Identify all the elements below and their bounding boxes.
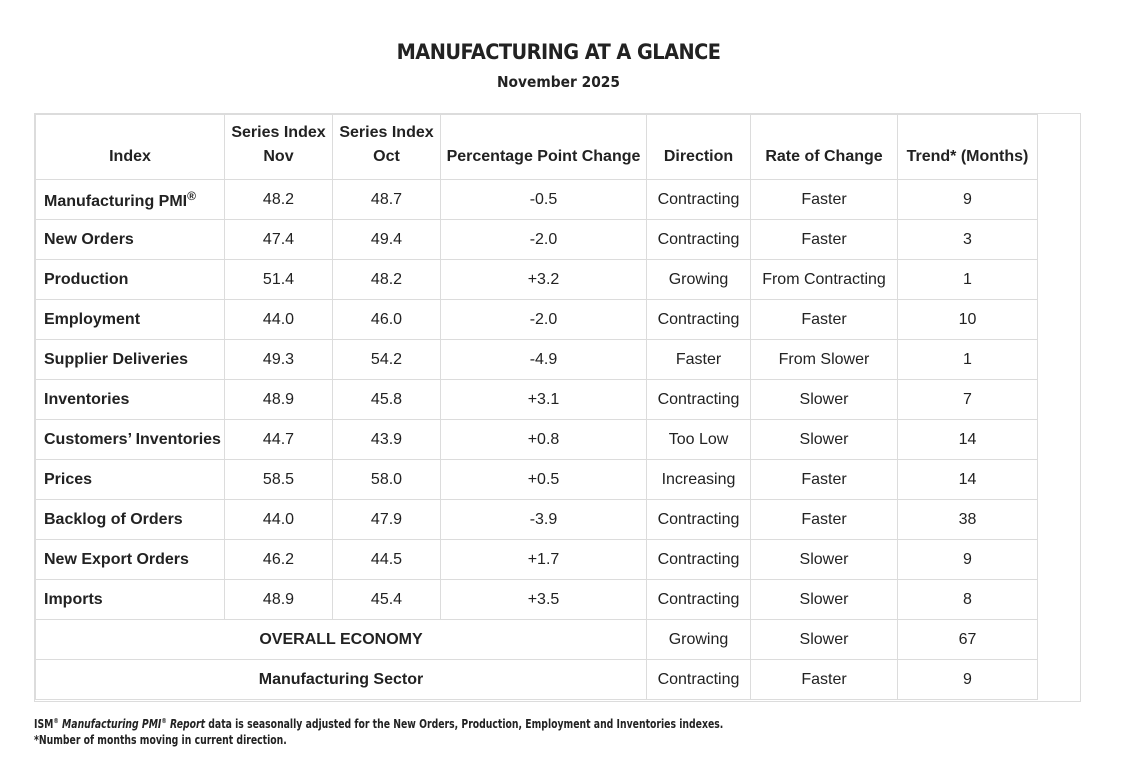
row-index-cell: Production [36, 260, 225, 300]
summary-rate: Faster [751, 660, 898, 700]
summary-label: OVERALL ECONOMY [36, 620, 647, 660]
row-direction-cell: Contracting [647, 300, 751, 340]
row-nov-cell: 44.7 [225, 420, 333, 460]
page-title: MANUFACTURING AT A GLANCE [396, 40, 721, 64]
row-index-cell: Imports [36, 580, 225, 620]
row-index-cell: Backlog of Orders [36, 500, 225, 540]
row-rate-cell: Faster [751, 460, 898, 500]
row-direction-cell: Faster [647, 340, 751, 380]
row-direction-cell: Contracting [647, 500, 751, 540]
row-nov-cell: 48.9 [225, 380, 333, 420]
table-row [36, 540, 1038, 580]
summary-trend: 67 [898, 620, 1038, 660]
row-index-cell: Supplier Deliveries [36, 340, 225, 380]
row-oct-cell: 45.8 [333, 380, 441, 420]
summary-label: Manufacturing Sector [36, 660, 647, 700]
table-row [36, 380, 1038, 420]
row-change-cell: -0.5 [441, 180, 647, 220]
row-change-cell: -2.0 [441, 300, 647, 340]
footnote-trend: *Number of months moving in current direction. [34, 733, 287, 747]
registered-mark: ® [187, 188, 196, 203]
row-nov-cell: 46.2 [225, 540, 333, 580]
row-index-cell: Customers’ Inventories [36, 420, 225, 460]
row-index-cell: Employment [36, 300, 225, 340]
row-direction-cell: Contracting [647, 380, 751, 420]
row-change-cell: -2.0 [441, 220, 647, 260]
table-header-row [36, 115, 1038, 180]
row-change-cell: +3.2 [441, 260, 647, 300]
summary-direction: Contracting [647, 660, 751, 700]
header-series-oct [333, 115, 441, 180]
row-rate-cell: Slower [751, 580, 898, 620]
row-oct-cell: 44.5 [333, 540, 441, 580]
row-rate-cell: Faster [751, 180, 898, 220]
row-oct-cell: 43.9 [333, 420, 441, 460]
row-oct-cell: 46.0 [333, 300, 441, 340]
row-direction-cell: Too Low [647, 420, 751, 460]
row-index-cell: Inventories [36, 380, 225, 420]
header-series-nov [225, 115, 333, 180]
header-rate: Rate of Change [751, 115, 898, 180]
row-direction-cell: Contracting [647, 580, 751, 620]
row-nov-cell: 44.0 [225, 300, 333, 340]
row-change-cell: -3.9 [441, 500, 647, 540]
header-index: Index [36, 115, 225, 180]
header-series-nov-line1: Series Index [231, 124, 326, 141]
row-index-cell: Prices [36, 460, 225, 500]
row-change-cell: +1.7 [441, 540, 647, 580]
summary-trend: 9 [898, 660, 1038, 700]
row-direction-cell: Increasing [647, 460, 751, 500]
summary-row-manufacturing-sector [36, 660, 1038, 700]
row-oct-cell: 58.0 [333, 460, 441, 500]
row-trend-cell: 14 [898, 420, 1038, 460]
footnote-report-name: Manufacturing PMI [62, 717, 162, 731]
header-series-nov-line2: Nov [263, 148, 294, 165]
row-nov-cell: 58.5 [225, 460, 333, 500]
table-row [36, 340, 1038, 380]
table-row [36, 260, 1038, 300]
row-direction-cell: Contracting [647, 180, 751, 220]
row-oct-cell: 45.4 [333, 580, 441, 620]
row-rate-cell: Faster [751, 300, 898, 340]
row-trend-cell: 38 [898, 500, 1038, 540]
summary-direction: Growing [647, 620, 751, 660]
row-index-cell: New Orders [36, 220, 225, 260]
row-direction-cell: Growing [647, 260, 751, 300]
table-row [36, 580, 1038, 620]
header-series-oct-line1: Series Index [339, 124, 434, 141]
row-trend-cell: 9 [898, 180, 1038, 220]
row-nov-cell: 51.4 [225, 260, 333, 300]
row-rate-cell: From Slower [751, 340, 898, 380]
row-nov-cell: 49.3 [225, 340, 333, 380]
row-oct-cell: 49.4 [333, 220, 441, 260]
row-nov-cell: 44.0 [225, 500, 333, 540]
row-trend-cell: 9 [898, 540, 1038, 580]
footnote-reg-mark: ® [53, 717, 59, 725]
footnote-reg-mark: ® [161, 717, 167, 725]
row-nov-cell: 47.4 [225, 220, 333, 260]
header-change: Percentage Point Change [441, 115, 647, 180]
glance-table [35, 114, 1038, 700]
table-row [36, 500, 1038, 540]
footnote-report-word: Report [170, 717, 206, 731]
header-direction: Direction [647, 115, 751, 180]
row-direction-cell: Contracting [647, 540, 751, 580]
header-trend: Trend* (Months) [898, 115, 1038, 180]
row-index-cell [36, 180, 225, 220]
row-nov-cell: 48.2 [225, 180, 333, 220]
table-row [36, 420, 1038, 460]
row-nov-cell: 48.9 [225, 580, 333, 620]
row-trend-cell: 8 [898, 580, 1038, 620]
summary-rate: Slower [751, 620, 898, 660]
row-change-cell: +0.5 [441, 460, 647, 500]
row-trend-cell: 10 [898, 300, 1038, 340]
row-index-label: Manufacturing PMI [44, 192, 188, 210]
footnote-seasonal [34, 717, 723, 731]
row-index-cell: New Export Orders [36, 540, 225, 580]
row-trend-cell: 7 [898, 380, 1038, 420]
row-rate-cell: From Contracting [751, 260, 898, 300]
row-rate-cell: Slower [751, 380, 898, 420]
row-trend-cell: 3 [898, 220, 1038, 260]
row-trend-cell: 1 [898, 340, 1038, 380]
page-subtitle: November 2025 [496, 73, 621, 91]
row-oct-cell: 48.7 [333, 180, 441, 220]
row-change-cell: +0.8 [441, 420, 647, 460]
summary-row-overall-economy [36, 620, 1038, 660]
footnote-ism: ISM [34, 717, 54, 731]
header-series-oct-line2: Oct [373, 148, 400, 165]
row-change-cell: +3.1 [441, 380, 647, 420]
table-row [36, 220, 1038, 260]
row-change-cell: +3.5 [441, 580, 647, 620]
row-trend-cell: 14 [898, 460, 1038, 500]
row-direction-cell: Contracting [647, 220, 751, 260]
row-rate-cell: Slower [751, 420, 898, 460]
row-trend-cell: 1 [898, 260, 1038, 300]
row-oct-cell: 54.2 [333, 340, 441, 380]
row-oct-cell: 47.9 [333, 500, 441, 540]
table-row [36, 300, 1038, 340]
row-rate-cell: Faster [751, 220, 898, 260]
row-rate-cell: Slower [751, 540, 898, 580]
row-change-cell: -4.9 [441, 340, 647, 380]
table-row [36, 180, 1038, 220]
row-rate-cell: Faster [751, 500, 898, 540]
table-row [36, 460, 1038, 500]
footnote-text: data is seasonally adjusted for the New Orders, Production, Employment and Inventories indexes. [208, 717, 724, 731]
row-oct-cell: 48.2 [333, 260, 441, 300]
